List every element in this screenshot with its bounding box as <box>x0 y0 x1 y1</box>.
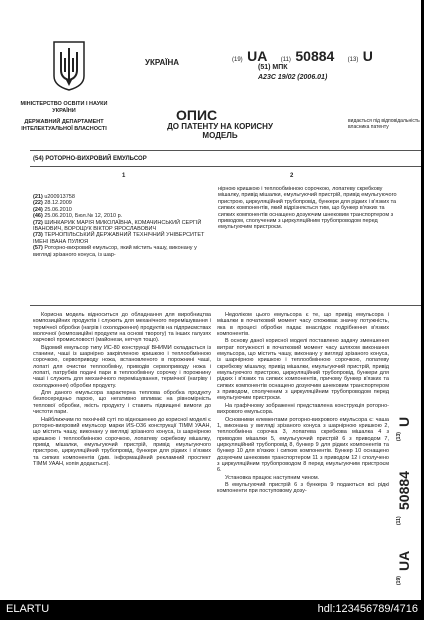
column-number-2: 2 <box>290 173 294 179</box>
footer-bar <box>0 600 424 620</box>
mpk-label <box>258 64 288 71</box>
code-13: (13) <box>347 57 359 63</box>
biblio-row: (24) 25.06.2010 <box>33 206 72 213</box>
body-column-right <box>217 312 389 496</box>
divider <box>30 150 424 151</box>
country-code: UA <box>247 48 268 64</box>
responsibility-note: видається під відповідальність власника патенту <box>348 118 420 130</box>
paragraph: На графічному зображенні представлена конструкція роторно-вихрового емульсора. <box>217 402 389 416</box>
paragraph: В емульгуючий пристрій 6 з бункера 9 подаються всі рідкі компоненти при поступовому дозу- <box>217 481 389 495</box>
paragraph: Установка працює наступним чином. <box>225 474 320 481</box>
biblio-row: (21) u200913758 <box>33 194 75 200</box>
paragraph: В основу даної корисної моделі поставлено задачу зменшення витрат потужності в початковий момент часу шляхом виконання емульсора, що містить чашу, виконану у вигляді зрізаного конуса, із шарнірною кришкою і теплообмінною сорочкою, лопатеву скребкову мішалку, привід мішалки, емульгуючий пристрій, привід емульгуючого пристрою, циркуляційний трубопровід, бункери для рідких і в'язких та сипких компонентів, причому бункер в'язких та сипких компонентів оснащено дозуючим шнековим транспортером з приводом, сполученим з циркуляційним трубопроводом перед емульгуючим пристроєм. <box>217 338 389 402</box>
body-column-left <box>33 312 211 468</box>
document-subtitle: ДО ПАТЕНТУ НА КОРИСНУ МОДЕЛЬ <box>167 122 273 140</box>
paragraph: Корисна модель відноситься до обладнання для виробництва композиційних продуктів і служить для механічного перемішування і термічної обробки (нагрів і охолодження) продуктів на підприємствах молочної (композиційні продукти на основі творогу) та інших галузях харчової промисловості (майонези, кетчуп тощо). <box>33 312 211 344</box>
department-name: ДЕРЖАВНИЙ ДЕПАРТАМЕНТ ІНТЕЛЕКТУАЛЬНОЇ ВЛАСНОСТІ <box>21 119 107 132</box>
code-19: (19) <box>232 57 243 63</box>
column-number-1: 1 <box>122 173 126 179</box>
paragraph: Для даного емульсора характерна теплова обробка продукту безпосередньо парою, що негативно впливає на рівномірність теплової обробки, якість продукту і ставить підвищені вимоги до чистоти пари. <box>33 390 211 416</box>
document-title: ОПИС <box>176 107 218 123</box>
patent-number: 50884 <box>295 48 335 64</box>
divider <box>30 166 424 167</box>
biblio-row: (73) ТЕРНОПІЛЬСЬКИЙ ДЕРЖАВНИЙ ТЕХНІЧНИЙ УНІВЕРСИТЕТ ІМЕНІ ІВАНА ПУЛЮЯ <box>33 232 205 245</box>
kind-code: U <box>362 48 373 64</box>
paragraph: Найближчим по технічній суті по відношенню до корисної моделі є роторно-вихровий емульсор марки ИS-О36 конструкції ТІММ УААН, що містить чашу, виконану у вигляді зрізаного конуса, із шарнірною кришкою і теплообмінною сорочкою, лопатеву скребкову мішалку, привід мішалки, емульгуючий пристрій, привід емульгуючого пристрою, циркуляційний трубопровід, бункери для рідких і в'язких та сипких компонентів (див. інформаційний рекламний проспект ТІММ УААН, копія додається). <box>33 416 211 467</box>
repository-name: ELARTU <box>6 603 50 615</box>
coat-of-arms-icon <box>52 40 86 92</box>
biblio-row: (72) ШИНКАРИК МАРІЯ МИКОЛАЇВНА, КОМАЧИНСЬКИЙ СЕРГІЙ ІВАНОВИЧ, ВОРОЩУК ВІКТОР ЯРОСЛАВОВИЧ <box>33 219 202 233</box>
handle-id: hdl:123456789/4716 <box>317 603 418 615</box>
mpk-value: A23C 19/02 (2006.01) <box>258 74 328 81</box>
biblio-row: (46) 25.06.2010, Бюл.№ 12, 2010 р. <box>33 213 123 220</box>
paragraph: Відомий емульсор типу ИС-80 конструкції ВНИМИ складається із станини, чаші із шарнірно закріпленою кришкою і теплообмінною сорочкою, сервоприводу ножа, встановленого в порожнині чаші, лопаті для очистки теплообміну, приводів сервоприводу ножа і лопаті, патрубків подачі пари в теплообмінну сорочку і порожнину чаші і служить для механічного перемішування, термічної (нагріву і охолодження) обробки продукту. <box>33 344 211 389</box>
biblio-row: (22) 28.12.2009 <box>33 200 72 207</box>
side-publication-number: (19) UA (11) 50884 (13) U <box>396 416 412 585</box>
code-11: (11) <box>280 57 291 63</box>
divider <box>30 305 424 306</box>
paragraph: Недоліком цього емульсора є те, що привід емульсора і мішалки в початковий момент часу споживає значну потужність, яка в процесі обробки падає внаслідок подрібнення в'язких компонентів. <box>217 312 389 338</box>
paragraph: Основними елементами роторно-вихрового емульсора є: чаша 1, виконана у вигляді зрізаного конуса з шарнірною кришкою 2, теплообмінна сорочка 3, лопатева скребкова мішалка 4 з приводом мішалки 5, емульгуючий пристрій 6 з приводом 7, циркуляційний трубопровід 8, бункер 9 для рідких компонентів та бункер 10 для в'язких і сипких компонентів. Бункер 10 оснащено дозуючим шнековим транспортером 11 з приводом 12 і сполучено з циркуляційним трубопроводом 8 перед емульгуючим пристроєм 6. <box>217 416 389 474</box>
ministry-name: МІНІСТЕРСТВО ОСВІТИ І НАУКИ УКРАЇНИ <box>20 101 108 114</box>
bibliographic-data <box>33 194 211 258</box>
biblio-row: (57) Роторно-вихровий емульсор, який містить чашу, виконану у вигляді зрізаного конуса, із шар- <box>33 245 197 258</box>
publication-number <box>232 48 373 66</box>
country-name: УКРАЇНА <box>145 58 180 67</box>
mpk-text: МПК <box>272 64 288 71</box>
abstract-continuation: нірною кришкою і теплообмінною сорочкою, лопатеву скребкову мішалку, привід мішалки, емульгуючий пристрій, привід емульгуючого пристрою, циркуляційний трубопровід, бункери для рідких і в'язких та сипких компонентів, який відрізняється тим, що бункер в'язких та сипких компонентів оснащено дозуючим шнековим транспортером з приводом, сполученим з циркуляційним трубопроводом перед емульгуючим пристроєм. <box>218 186 397 231</box>
code-51: (51) <box>258 64 271 71</box>
invention-title: (54) РОТОРНО-ВИХРОВИЙ ЕМУЛЬСОР <box>33 156 147 162</box>
